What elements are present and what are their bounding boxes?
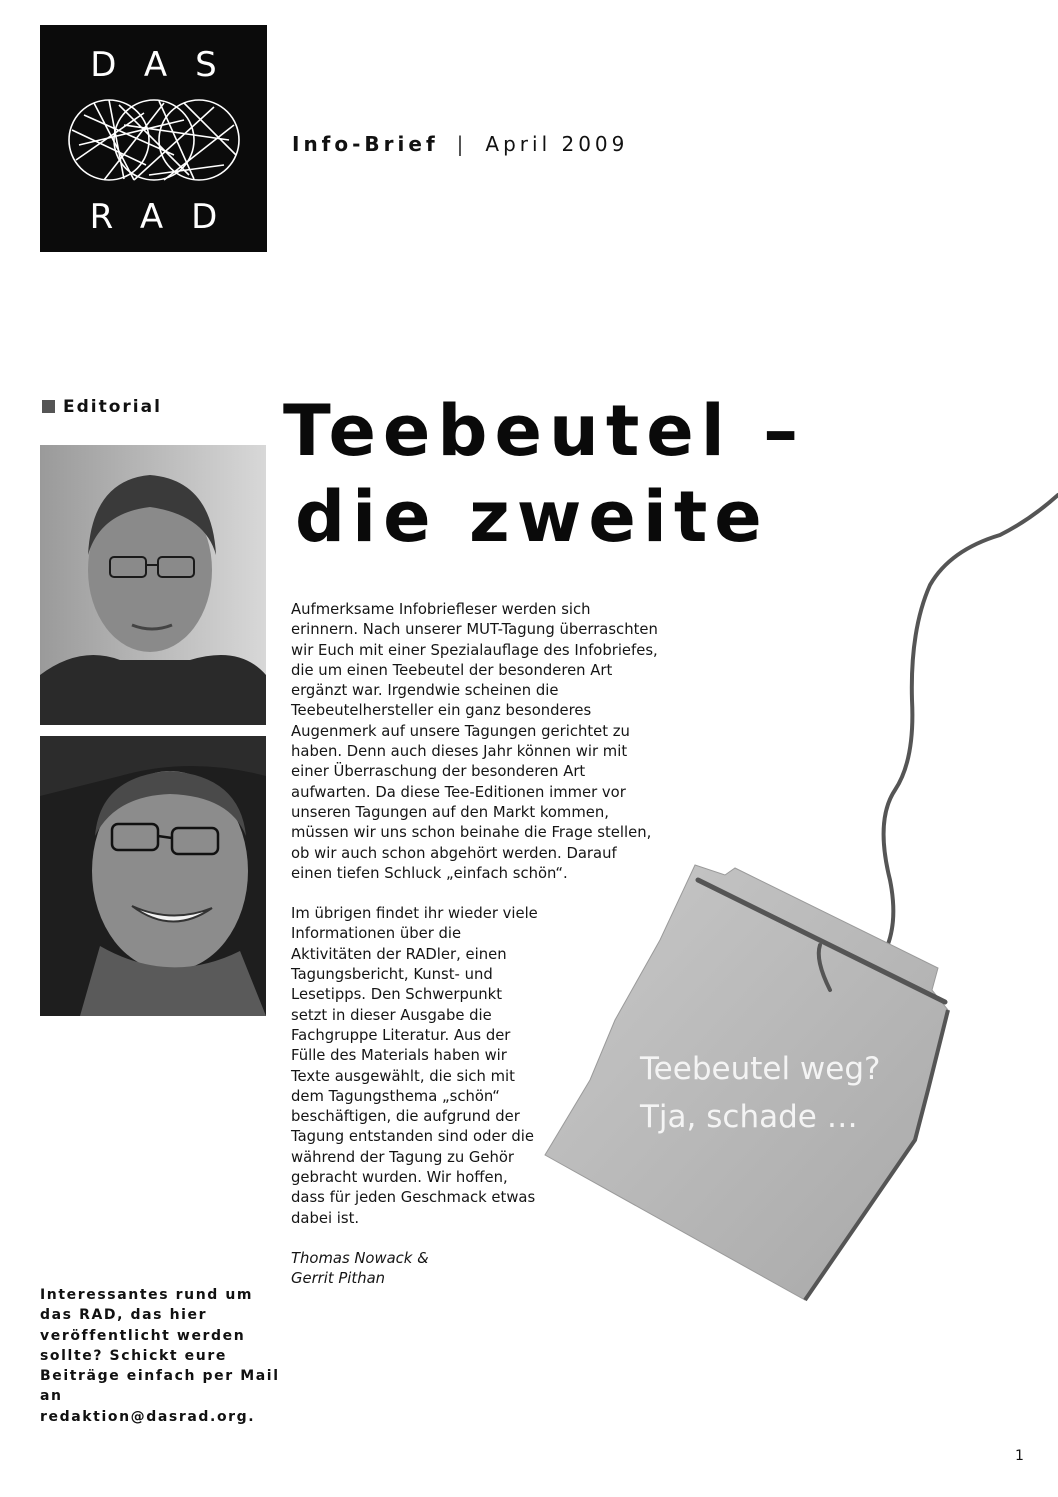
title-line-1: Teebeutel –	[283, 390, 806, 472]
section-label-text: Editorial	[63, 397, 162, 417]
page-number: 1	[1015, 1448, 1024, 1464]
header-separator: |	[456, 132, 468, 156]
wheel-logo-icon	[64, 95, 244, 185]
square-bullet-icon	[42, 400, 55, 413]
publication-name: Info-Brief	[292, 132, 439, 156]
caption-line-2: Tja, schade …	[640, 1099, 858, 1135]
logo	[40, 25, 267, 252]
signature-line-1: Thomas Nowack &	[291, 1249, 429, 1267]
signature-line-2: Gerrit Pithan	[291, 1270, 386, 1288]
title-line-2: die zweite	[295, 476, 769, 558]
section-label	[42, 397, 162, 417]
logo-bottom-text: RAD	[89, 197, 246, 237]
author-photo-2	[40, 736, 266, 1016]
header-line	[292, 132, 628, 156]
body-paragraph-1: Aufmerksame Infobriefleser werden sich erinnern. Nach unserer MUT-Tagung überraschten wir Euch mit einer Spezialauflage des Infobriefes, die um einen Teebeutel der besonderen Art ergänzt war. Irgendwie scheinen die Teebeutelhersteller ein ganz besonderes Augenmerk auf unsere Tagungen gerichtet zu haben. Denn auch dieses Jahr können wir mit einer Überraschung der besonderen Art aufwarten. Da diese Tee-Editionen immer vor unseren Tagungen auf den Markt kommen, müssen wir uns schon beinahe die Frage stellen, ob wir auch schon abgehört werden. Darauf einen tiefen Schluck „einfach schön“.	[291, 601, 658, 882]
contribution-note: Interessantes rund um das RAD, das hier veröffentlicht werden sollte? Schickt eure Beiträge einfach per Mail an redaktion@dasrad.org.	[40, 1287, 280, 1425]
author-photo-1	[40, 445, 266, 725]
issue-date: April 2009	[485, 132, 629, 156]
teabag-caption	[640, 1045, 920, 1141]
body-paragraph-2: Im übrigen findet ihr wieder viele Informationen über die Aktivitäten der RADler, einen Tagungsbericht, Kunst- und Lesetipps. Den Schwerpunkt setzt in dieser Ausgabe die Fachgruppe Literatur. Aus der Fülle des Materials haben wir Texte ausgewählt, die sich mit dem Tagungsthema „schön“ beschäftigen, die aufgrund der Tagung entstanden sind oder die während der Tagung zu Gehör gebracht wurden. Wir hoffen, dass für jeden Geschmack etwas dabei ist.	[291, 905, 538, 1227]
logo-top-text: DAS	[90, 45, 245, 85]
caption-line-1: Teebeutel weg?	[640, 1051, 881, 1087]
teabag-illustration	[530, 490, 1058, 1320]
